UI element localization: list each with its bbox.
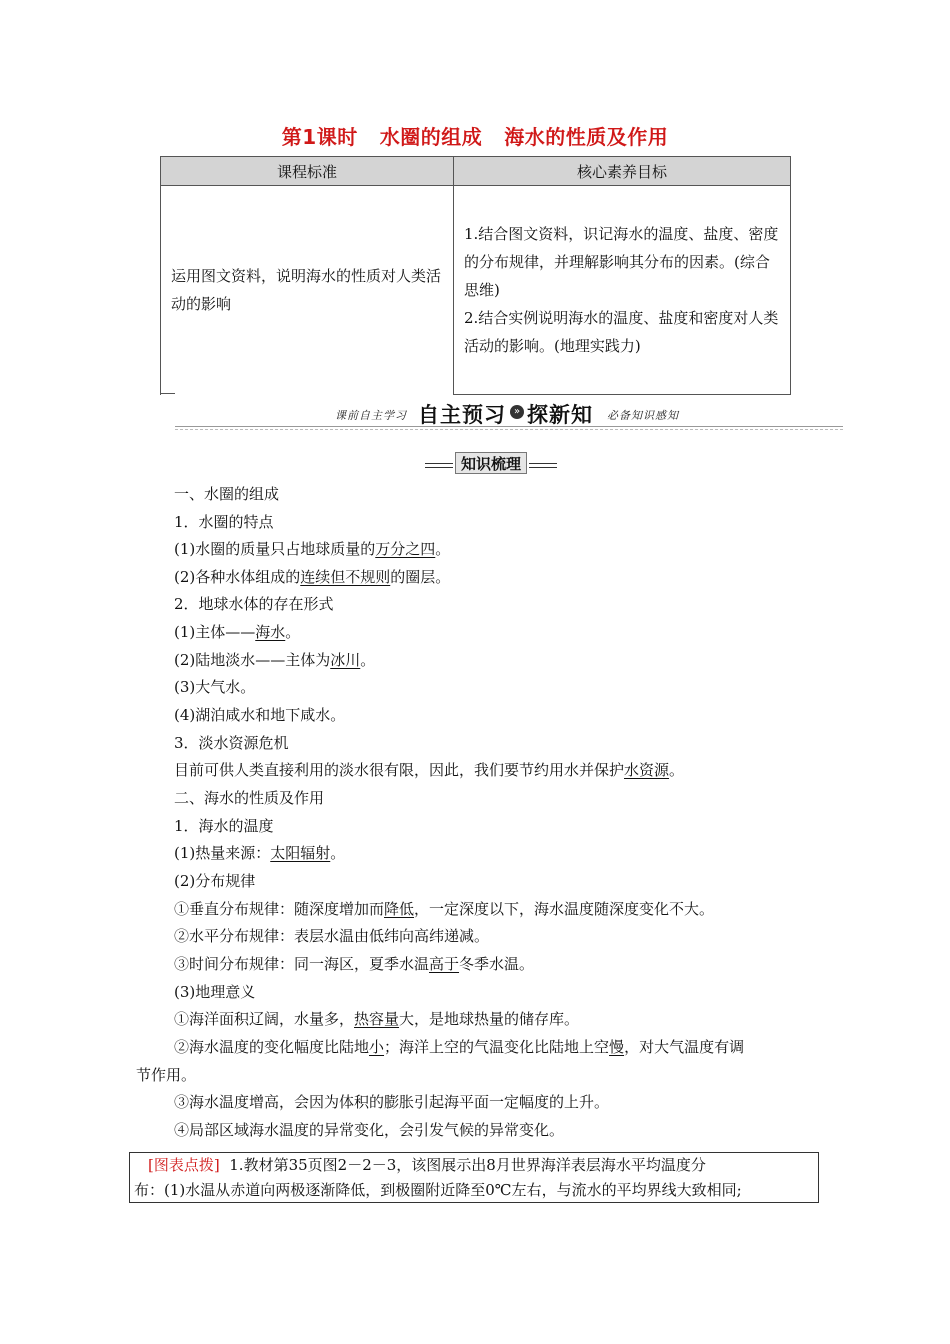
literacy-item: 2.结合实例说明海水的温度、盐度和密度对人类活动的影响。(地理实践力) (464, 309, 779, 355)
table-corner-tick (160, 393, 175, 394)
header-core-literacy: 核心素养目标 (454, 157, 791, 186)
answer-blank: 高于 (429, 955, 460, 973)
heading-seawater-properties: 二、海水的性质及作用 (174, 789, 325, 807)
text-line: 目前可供人类直接利用的淡水很有限，因此，我们要节约用水并保护水资源。 (174, 761, 685, 779)
answer-blank: 热容量 (354, 1010, 400, 1028)
header-curriculum-standard: 课程标准 (161, 157, 454, 186)
banner-subtitle-left: 课前自主学习 (335, 409, 407, 422)
literacy-item: 1.结合图文资料，识记海水的温度、盐度、密度的分布规律，并理解影响其分布的因素。(综合思维) (464, 225, 779, 299)
text-line: (3)地理意义 (174, 983, 256, 1001)
subheading: 3．淡水资源危机 (174, 734, 289, 752)
knowledge-summary-tag: 知识梳理 (425, 452, 557, 474)
text-line: ①垂直分布规律：随深度增加而降低，一定深度以下，海水温度随深度变化不大。 (174, 900, 715, 918)
answer-blank: 慢 (609, 1038, 625, 1056)
text-line: (2)各种水体组成的连续但不规则的圈层。 (174, 568, 451, 586)
chart-tip-tag: [图表点拨] (148, 1156, 220, 1174)
text-line: (1)热量来源：太阳辐射。 (174, 844, 346, 862)
page-title (0, 121, 950, 150)
answer-blank: 太阳辐射 (270, 844, 331, 862)
text-line: (4)湖泊咸水和地下咸水。 (174, 706, 346, 724)
core-literacy-cell (454, 186, 791, 395)
banner-title-right: 探新知 (527, 403, 593, 427)
answer-blank: 万分之四 (375, 540, 436, 558)
text-line: 节作用。 (136, 1066, 197, 1084)
text-line: (3)大气水。 (174, 678, 256, 696)
text-line: ②水平分布规律：表层水温由低纬向高纬递减。 (174, 927, 490, 945)
banner-rule (175, 426, 843, 427)
text-line: ①海洋面积辽阔，水量多，热容量大，是地球热量的储存库。 (174, 1010, 580, 1028)
text-line: ②海水温度的变化幅度比陆地小；海洋上空的气温变化比陆地上空慢，对大气温度有调 (174, 1038, 745, 1056)
answer-blank: 降低 (384, 900, 415, 918)
text-line: ③时间分布规律：同一海区，夏季水温高于冬季水温。 (174, 955, 535, 973)
double-chevron-icon: » (510, 405, 524, 419)
text-line: (2)分布规律 (174, 872, 256, 890)
text-line: (1)主体——海水。 (174, 623, 301, 641)
banner-title-left: 自主预习 (418, 403, 506, 427)
answer-blank: 小 (369, 1038, 385, 1056)
subheading: 1．水圈的特点 (174, 513, 274, 531)
heading-hydrosphere-composition: 一、水圈的组成 (174, 485, 280, 503)
answer-blank: 海水 (255, 623, 286, 641)
section-banner (175, 399, 843, 435)
subheading: 1．海水的温度 (174, 817, 274, 835)
answer-blank: 冰川 (330, 651, 361, 669)
chart-tip-box: [图表点拨] 1.教材第35页图2－2－3，该图展示出8月世界海洋表层海水平均温度分 布：(1)水温从赤道向两极逐渐降低，到极圈附近降至0℃左右，与流水的平均界线大致相同; (129, 1152, 819, 1203)
subheading: 2．地球水体的存在形式 (174, 595, 334, 613)
curriculum-standard-cell: 运用图文资料，说明海水的性质对人类活动的影响 (161, 186, 454, 395)
text-line: (1)水圈的质量只占地球质量的万分之四。 (174, 540, 451, 558)
standards-table (160, 156, 791, 395)
answer-blank: 水资源 (624, 761, 670, 779)
answer-blank: 连续但不规则 (300, 568, 391, 586)
text-line: ④局部区域海水温度的异常变化，会引发气候的异常变化。 (174, 1121, 565, 1139)
lesson-topic-1: 水圈的组成 (379, 125, 483, 149)
text-line: ③海水温度增高，会因为体积的膨胀引起海平面一定幅度的上升。 (174, 1093, 610, 1111)
banner-rule-dashed (175, 429, 843, 430)
banner-subtitle-right: 必备知识感知 (607, 409, 679, 422)
text-line: (2)陆地淡水——主体为冰川。 (174, 651, 376, 669)
lesson-number: 第1课时 (281, 125, 358, 149)
lesson-topic-2: 海水的性质及作用 (504, 125, 669, 149)
